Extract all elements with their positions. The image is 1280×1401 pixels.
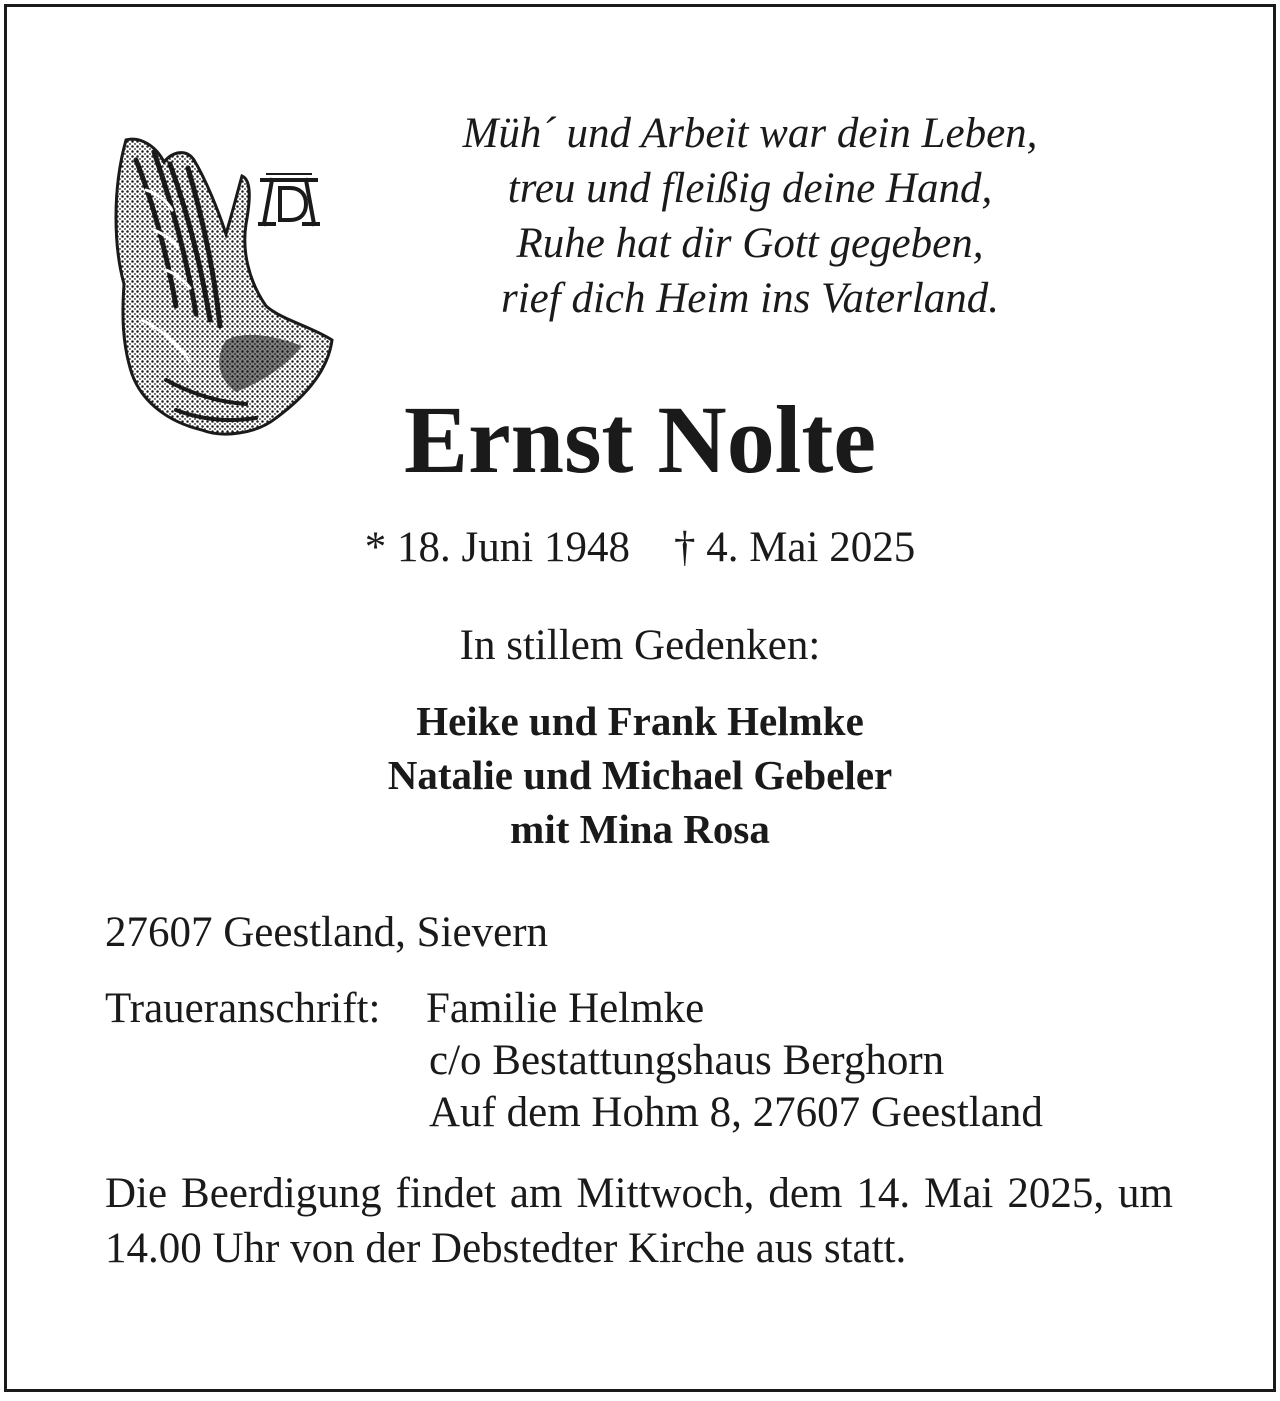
mourner-line: mit Mina Rosa [510,806,770,852]
verse-line: Müh´ und Arbeit war dein Leben, [462,110,1038,157]
address-line: Familie Helmke [426,985,705,1032]
remembrance-heading: In stillem Gedenken: [459,622,821,669]
death-date: † 4. Mai 2025 [673,524,916,571]
deceased-name: Ernst Nolte [404,386,876,493]
address-line: c/o Bestattungshaus Berghorn [429,1037,945,1084]
mourning-address-label: Traueranschrift: [105,985,381,1032]
funeral-notice: Die Beerdigung findet am Mittwoch, dem 14. Mai 2025, um 14.00 Uhr von der Debstedter Kirche aus statt. [105,1170,1173,1272]
mourner-line: Natalie und Michael Gebeler [387,752,893,798]
verse-line: treu und fleißig deine Hand, [507,165,993,212]
mourners-list [0,694,1280,856]
address-line: Auf dem Hohm 8, 27607 Geestland [429,1089,1043,1136]
mourner-line: Heike und Frank Helmke [416,698,864,744]
verse-line: Ruhe hat dir Gott gegeben, [516,220,984,267]
memorial-verse [340,106,1160,326]
verse-line: rief dich Heim ins Vaterland. [500,275,1000,322]
place-line: 27607 Geestland, Sievern [105,909,549,956]
birth-date: * 18. Juni 1948 [364,524,630,571]
mourning-address-lines [426,983,1043,1139]
duerer-monogram-icon [256,170,322,228]
life-dates [0,520,1280,576]
